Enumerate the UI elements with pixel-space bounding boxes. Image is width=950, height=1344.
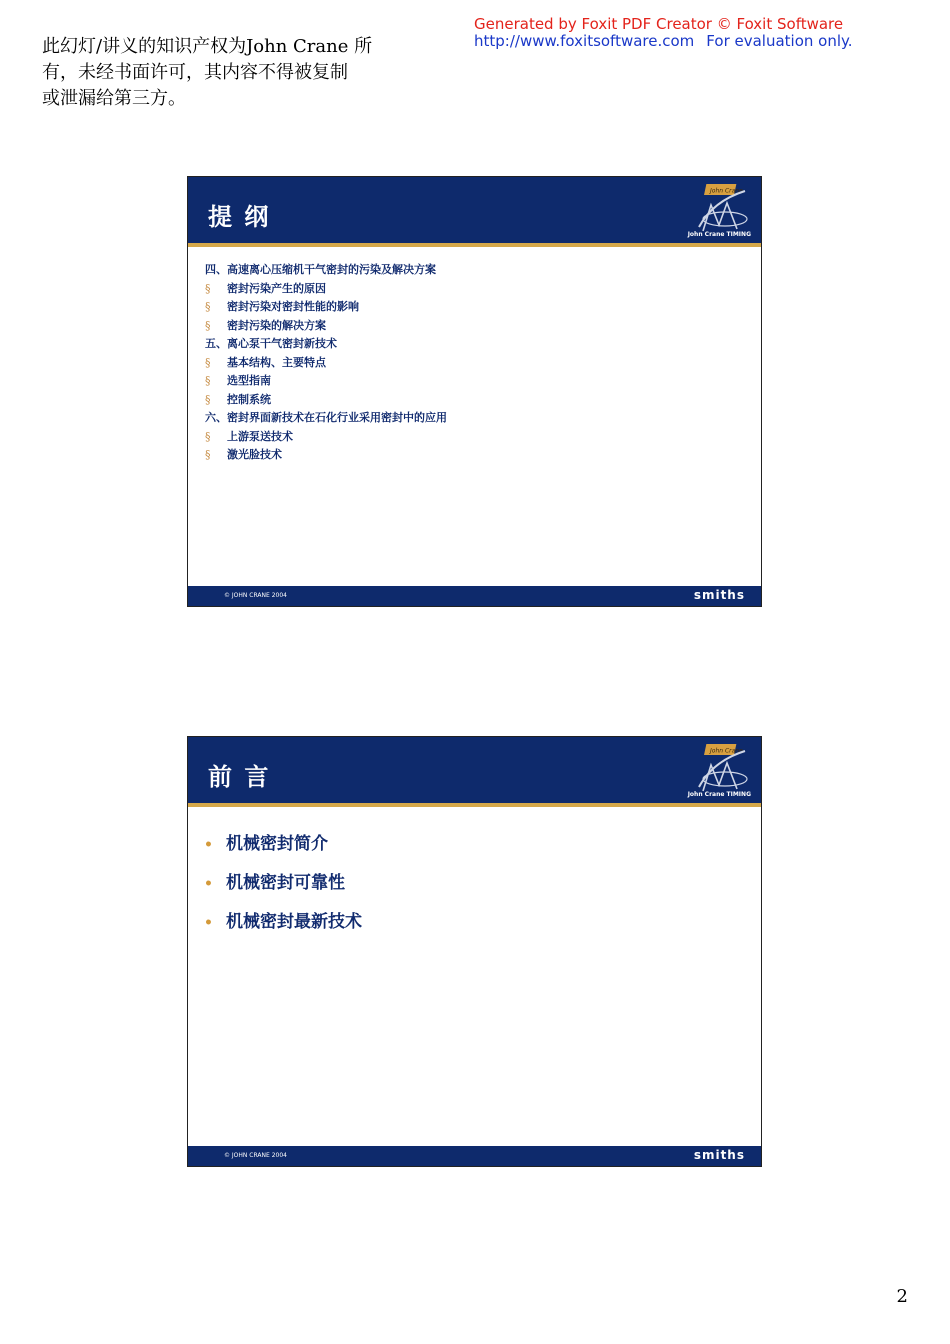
watermark-generator: Generated by Foxit PDF Creator © Foxit Software: [474, 15, 844, 33]
copyright-line: 或泄漏给第三方。: [42, 88, 186, 109]
slide-footer: [188, 586, 761, 606]
outline-item: § 密封污染的解决方案: [205, 318, 326, 332]
foxit-watermark: [474, 16, 853, 50]
header-stripe: [188, 243, 761, 247]
outline-section: 五、离心泵干气密封新技术: [205, 337, 337, 350]
footer-copyright: © JOHN CRANE 2004: [224, 592, 287, 599]
header-stripe: [188, 803, 761, 807]
preface-item: • 机械密封可靠性: [204, 873, 345, 893]
slide-preface: [187, 736, 762, 1167]
outline-item: § 密封污染对密封性能的影响: [205, 300, 359, 313]
copyright-notice: [42, 34, 402, 112]
outline-section: 四、高速离心压缩机干气密封的污染及解决方案: [205, 263, 436, 276]
slide-header: [188, 737, 761, 803]
logo-caption: John Crane TIMING: [687, 791, 751, 798]
slide-outline: [187, 176, 762, 607]
preface-item: • 机械密封简介: [204, 834, 328, 854]
outline-item: § 选型指南: [205, 374, 271, 387]
smiths-logo: smiths: [693, 1148, 745, 1162]
footer-copyright: © JOHN CRANE 2004: [224, 1152, 287, 1159]
outline-item: § 上游泵送技术: [205, 429, 293, 443]
watermark-note: For evaluation only.: [706, 32, 853, 50]
slide-header: [188, 177, 761, 243]
outline-section: 六、密封界面新技术在石化行业采用密封中的应用: [205, 411, 447, 424]
logo-badge-text: John Crane: [710, 747, 743, 755]
page-number: 2: [896, 1286, 908, 1307]
preface-list: [204, 829, 362, 946]
copyright-line: 此幻灯/讲义的知识产权为John Crane 所: [42, 36, 373, 57]
watermark-url[interactable]: http://www.foxitsoftware.com: [474, 32, 695, 50]
logo-caption: John Crane TIMING: [687, 231, 751, 238]
outline-item: § 基本结构、主要特点: [205, 355, 326, 369]
outline-item: § 激光脸技术: [205, 448, 282, 461]
logo-badge-text: John Crane: [710, 187, 743, 195]
copyright-line: 有，未经书面许可，其内容不得被复制: [42, 62, 348, 83]
slide-footer: [188, 1146, 761, 1166]
outline-item: § 密封污染产生的原因: [205, 281, 326, 295]
slide-title: 提 纲: [208, 202, 271, 231]
slide-title: 前 言: [208, 762, 271, 791]
preface-item: • 机械密封最新技术: [204, 912, 362, 932]
outline-list: [205, 261, 447, 465]
smiths-logo: smiths: [693, 588, 745, 602]
outline-item: § 控制系统: [205, 392, 271, 406]
